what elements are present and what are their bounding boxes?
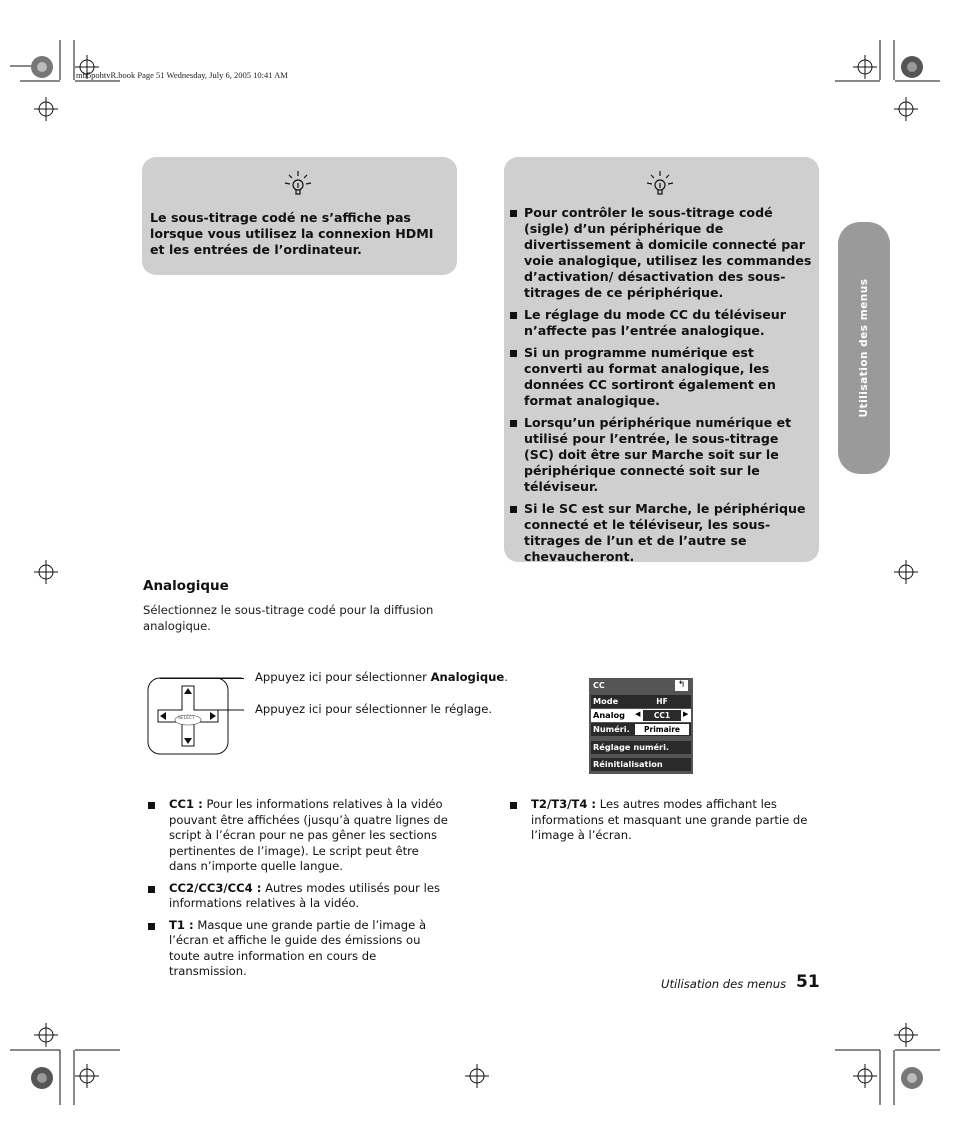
term: T2/T3/T4 : bbox=[531, 797, 597, 811]
term: CC2/CC3/CC4 : bbox=[169, 880, 262, 895]
tip-item: Pour contrôler le sous-titrage codé (sigle) d’un périphérique de divertissement à domicile connecté par voie analogique, utilisez les commandes d’activation/ désactivation des sous-titrages de ce périphérique. bbox=[510, 205, 812, 301]
side-tab-label: Utilisation des menus bbox=[858, 278, 870, 418]
callout-1-suffix: . bbox=[504, 670, 508, 684]
desc: Les autres modes affichant les informations et masquant une grande partie de l’image à l’écran. bbox=[531, 797, 808, 842]
callout-select-setting: Appuyez ici pour sélectionner le réglage. bbox=[255, 702, 493, 716]
print-header-meta: mb5pohtvR.book Page 51 Wednesday, July 6, 2005 10:41 AM bbox=[76, 70, 288, 80]
back-icon: ↰ bbox=[675, 680, 688, 691]
lightbulb-icon bbox=[645, 169, 675, 199]
callout-1-prefix: Appuyez ici pour sélectionner bbox=[255, 670, 431, 684]
cc-row-value: HF bbox=[635, 696, 689, 707]
lightbulb-icon bbox=[283, 169, 313, 199]
chevron-right-icon: ▶ bbox=[683, 710, 689, 718]
callout-line-top bbox=[160, 678, 244, 679]
cc-row-numeri bbox=[591, 723, 691, 736]
cc-row-label: Mode bbox=[593, 696, 619, 706]
cc-action-reinit bbox=[591, 758, 691, 771]
list-item bbox=[143, 918, 448, 980]
remote-dpad-diagram bbox=[146, 676, 246, 760]
desc: Masque une grande partie de l’image à l’écran et affiche le guide des émissions ou toute autre information en cours de transmission. bbox=[169, 917, 427, 978]
chevron-left-icon: ◀ bbox=[635, 710, 641, 718]
desc: Autres modes utilisés pour les informations relatives à la vidéo. bbox=[169, 880, 440, 910]
tip-right-list bbox=[510, 205, 812, 571]
term: T1 : bbox=[169, 917, 194, 932]
callout-1-bold: Analogique bbox=[430, 670, 505, 684]
desc: Pour les informations relatives à la vidéo pouvant être affichées (jusqu’à quatre lignes de script à l’écran pour ne pas gêner les sections pertinentes de l’image). Le script peut être dans n’importe quelle langue. bbox=[169, 797, 448, 873]
callout-select-analog bbox=[255, 670, 508, 684]
list-item bbox=[143, 881, 448, 912]
cc-modes-list-left bbox=[143, 797, 448, 986]
cc-row-mode bbox=[591, 695, 691, 708]
tip-left-text: Le sous-titrage codé ne s’affiche pas lorsque vous utilisez la connexion HDMI et les entrées de l’ordinateur. bbox=[150, 210, 434, 257]
tip-box-right bbox=[504, 157, 819, 562]
dpad-select-label: SELECT bbox=[178, 716, 195, 721]
cc-action-label: Réinitialisation bbox=[593, 759, 663, 769]
tip-item: Le réglage du mode CC du téléviseur n’affecte pas l’entrée analogique. bbox=[510, 307, 812, 339]
list-item bbox=[143, 797, 448, 875]
page-number: 51 bbox=[796, 972, 820, 992]
tip-item: Lorsqu’un périphérique numérique et utilisé pour l’entrée, le sous-titrage (SC) doit être sur Marche soit sur le périphérique connecté soit sur le téléviseur. bbox=[510, 415, 812, 495]
cc-row-value: Primaire bbox=[635, 724, 689, 735]
cc-row-value: CC1 bbox=[643, 710, 681, 721]
cc-row-label: Analog bbox=[593, 710, 625, 720]
cc-row-label: Numéri. bbox=[593, 724, 630, 734]
cc-menu-title: CC bbox=[593, 681, 605, 690]
section-intro: Sélectionnez le sous-titrage codé pour la diffusion analogique. bbox=[143, 603, 434, 633]
list-item bbox=[505, 797, 810, 844]
tip-box-left bbox=[142, 157, 457, 275]
cc-action-reglage bbox=[591, 741, 691, 754]
cc-row-analog bbox=[591, 709, 691, 722]
term: CC1 : bbox=[169, 797, 203, 811]
cc-action-label: Réglage numéri. bbox=[593, 742, 670, 752]
cc-modes-list-right bbox=[505, 797, 810, 850]
section-title: Analogique bbox=[143, 578, 229, 594]
tip-item: Si le SC est sur Marche, le périphérique connecté et le téléviseur, les sous-titrages de l’un et de l’autre se chevaucheront. bbox=[510, 501, 812, 565]
footer-section-title: Utilisation des menus bbox=[661, 977, 787, 991]
cc-menu-screenshot bbox=[589, 678, 693, 774]
tip-item: Si un programme numérique est converti au format analogique, les données CC sortiront également en format analogique. bbox=[510, 345, 812, 409]
